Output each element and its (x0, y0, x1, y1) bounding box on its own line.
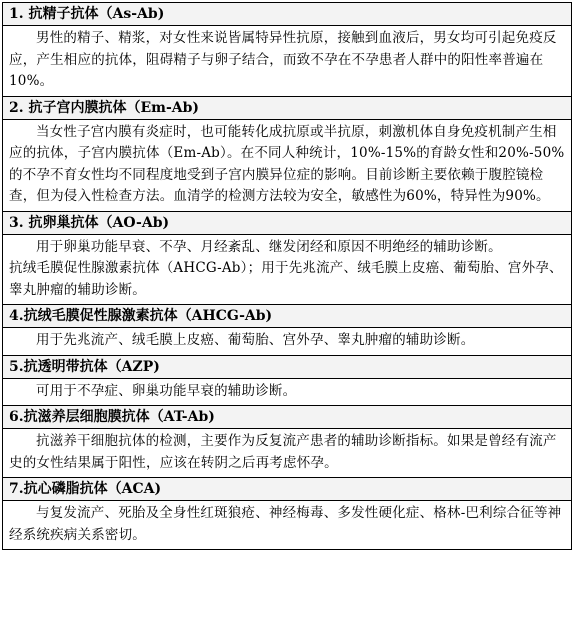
section-paragraph: 抗绒毛膜促性腺激素抗体（AHCG-Ab）；用于先兆流产、绒毛膜上皮癌、葡萄胎、宫外孕、睾丸肿瘤的辅助诊断。 (9, 260, 563, 298)
section-title: 7.抗心磷脂抗体（ACA) (3, 478, 572, 501)
section-body (3, 234, 572, 305)
section-paragraph: 用于先兆流产、绒毛膜上皮癌、葡萄胎、宫外孕、睾丸肿瘤的辅助诊断。 (36, 332, 475, 348)
section-paragraph: 抗滋养干细胞抗体的检测，主要作为反复流产患者的辅助诊断指标。如果是曾经有流产史的女性结果属于阳性，应该在转阴之后再考虑怀孕。 (9, 433, 557, 471)
section-header (3, 96, 572, 119)
section-content (3, 234, 572, 305)
section-paragraph: 男性的精子、精浆，对女性来说皆属特异性抗原，接触到血液后，男女均可引起免疫反应，产生相应的抗体，阻碍精子与卵子结合，而致不孕在不孕患者人群中的阳性率普遍在10%。 (9, 30, 557, 89)
section-content (3, 429, 572, 478)
section-header (3, 355, 572, 378)
section-title: 2. 抗子宫内膜抗体（Em-Ab) (3, 96, 572, 119)
section-content (3, 501, 572, 550)
section-title: 5.抗透明带抗体（AZP) (3, 355, 572, 378)
section-title: 6.抗滋养层细胞膜抗体（AT-Ab) (3, 406, 572, 429)
section-header (3, 3, 572, 26)
section-title: 4.抗绒毛膜促性腺激素抗体（AHCG-Ab) (3, 305, 572, 328)
section-body (3, 328, 572, 356)
section-title: 3. 抗卵巢抗体（AO-Ab) (3, 211, 572, 234)
section-content (3, 378, 572, 406)
section-title: 1. 抗精子抗体（As-Ab) (3, 3, 572, 26)
section-content (3, 26, 572, 97)
section-paragraph: 用于卵巢功能早衰、不孕、月经紊乱、继发闭经和原因不明绝经的辅助诊断。 (36, 238, 502, 255)
section-paragraph: 与复发流产、死胎及全身性红斑狼疮、神经梅毒、多发性硬化症、格林-巴利综合征等神经系统疾病关系密切。 (9, 505, 562, 543)
section-body (3, 501, 572, 550)
antibody-table (2, 2, 572, 550)
section-content (3, 328, 572, 356)
section-header (3, 478, 572, 501)
section-header (3, 305, 572, 328)
section-body (3, 119, 572, 211)
section-body (3, 378, 572, 406)
section-content (3, 119, 572, 211)
section-header (3, 406, 572, 429)
section-paragraph: 当女性子宫内膜有炎症时，也可能转化成抗原或半抗原，刺激机体自身免疫机制产生相应的抗体，子宫内膜抗体（Em-Ab）。在不同人种统计，10%-15%的育龄女性和20%-50%的不孕不育女性均不同程度地受到子宫内膜异位症的影响。目前诊断主要依赖于腹腔镜检查，但为侵入性检查方法。血清学的检测方法较为安全，敏感性为60%，特异性为90%。 (9, 123, 565, 204)
section-body (3, 26, 572, 97)
section-paragraph: 可用于不孕症、卵巢功能早衰的辅助诊断。 (36, 382, 297, 399)
section-header (3, 211, 572, 234)
section-body (3, 429, 572, 478)
